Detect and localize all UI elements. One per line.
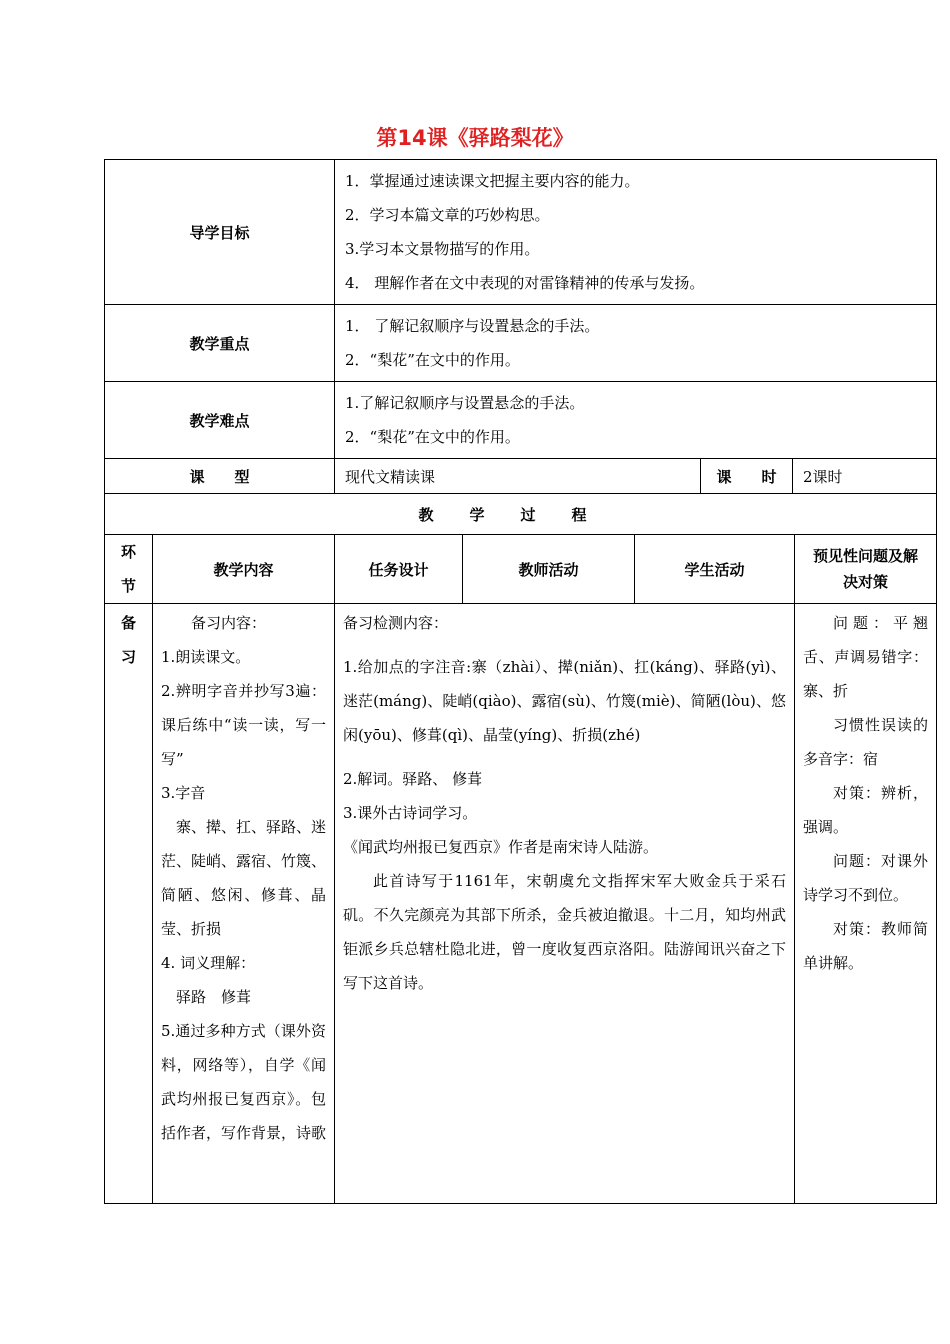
course-type-value: 现代文精读课 xyxy=(335,459,701,494)
objective-item: 3.学习本文景物描写的作用。 xyxy=(345,240,540,258)
content-line: 2.辨明字音并抄写3遍：课后练中“读一读，写一写” xyxy=(161,682,326,768)
col-student-header: 学生活动 xyxy=(635,535,795,604)
content-cell xyxy=(153,604,335,1204)
col-content-header: 教学内容 xyxy=(153,535,335,604)
difficulties-content xyxy=(335,382,937,459)
content-line: 3.字音 xyxy=(161,784,206,802)
objective-item: 2．学习本篇文章的巧妙构思。 xyxy=(345,206,550,224)
difficulties-label: 教学难点 xyxy=(105,382,335,459)
col-stage-header: 环 节 xyxy=(105,535,153,604)
key-points-content xyxy=(335,305,937,382)
difficulty-item: 2．“梨花”在文中的作用。 xyxy=(345,428,520,446)
check-line: 备习检测内容： xyxy=(343,614,449,632)
lesson-plan-table xyxy=(104,159,937,535)
key-point-item: 2．“梨花”在文中的作用。 xyxy=(345,351,520,369)
check-line: 2.解词。驿路、 修葺 xyxy=(343,770,483,788)
objectives-content xyxy=(335,160,937,305)
process-banner-row xyxy=(105,494,937,535)
objectives-label: 导学目标 xyxy=(105,160,335,305)
content-line: 寨、撵、扛、驿路、迷茫、陡峭、露宿、竹篾、简陋、悠闲、修葺、晶莹、折损 xyxy=(161,818,327,938)
key-points-label: 教学重点 xyxy=(105,305,335,382)
difficulty-item: 1.了解记叙顺序与设置悬念的手法。 xyxy=(345,394,585,412)
issues-cell xyxy=(795,604,937,1204)
issue-line: 问题：平翘舌、声调易错字：寨、折 xyxy=(803,614,928,700)
key-point-item: 1． 了解记叙顺序与设置悬念的手法。 xyxy=(345,317,600,335)
course-info-row xyxy=(105,459,937,494)
objectives-row xyxy=(105,160,937,305)
preview-stage-row xyxy=(105,604,937,1204)
check-line: 《闻武均州报已复西京》作者是南宋诗人陆游。 xyxy=(343,838,659,856)
check-line: 1.给加点的字注音:寨（zhài）、撵(niǎn)、扛(káng)、驿路(yì)、迷茫(máng)、陡峭(qiào)、露宿(sù)、竹篾(miè)、简陋(lòu)、悠闲(yōu)、修葺(qì)、晶莹(yíng)、折损(zhé) xyxy=(343,658,786,744)
process-header-row xyxy=(105,535,937,604)
key-points-row xyxy=(105,305,937,382)
content-line: 1.朗读课文。 xyxy=(161,648,251,666)
difficulties-row xyxy=(105,382,937,459)
issue-line: 问题：对课外诗学习不到位。 xyxy=(803,852,928,904)
page-title: 第14课《驿路梨花》 xyxy=(376,126,574,150)
check-line: 此首诗写于1161年，宋朝虞允文指挥宋军大败金兵于采石矶。不久完颜亮为其部下所杀，金兵被迫撤退。十二月，知均州武钜派乡兵总辖杜隐北进，曾一度收复西京洛阳。陆游闻讯兴奋之下写下这首诗。 xyxy=(343,872,786,992)
objective-item: 1．掌握通过速读课文把握主要内容的能力。 xyxy=(345,172,640,190)
issue-line: 习惯性误读的多音字：宿 xyxy=(803,716,928,768)
check-line: 3.课外古诗词学习。 xyxy=(343,804,478,822)
course-type-label: 课 型 xyxy=(105,459,335,494)
content-line: 5.通过多种方式（课外资料，网络等），自学《闻武均州报已复西京》。包括作者，写作背景，诗歌 xyxy=(161,1022,327,1142)
course-hours-label: 课 时 xyxy=(701,459,793,494)
col-teacher-header: 教师活动 xyxy=(463,535,635,604)
stage-name: 备 习 xyxy=(105,604,153,1204)
content-line: 驿路 修葺 xyxy=(176,988,252,1006)
issue-line: 对策：教师简单讲解。 xyxy=(803,920,928,972)
col-task-header: 任务设计 xyxy=(335,535,463,604)
objective-item: 4． 理解作者在文中表现的对雷锋精神的传承与发扬。 xyxy=(345,274,705,292)
col-issues-header: 预见性问题及解 决对策 xyxy=(795,535,937,604)
process-banner: 教学过程 xyxy=(105,494,937,535)
issue-line: 对策：辨析，强调。 xyxy=(803,784,928,836)
process-table xyxy=(104,534,937,1204)
course-hours-value: 2课时 xyxy=(793,459,937,494)
content-line: 4. 词义理解： xyxy=(161,954,256,972)
lesson-plan-document xyxy=(104,159,936,1204)
task-teacher-student-cell xyxy=(335,604,795,1204)
content-line: 备习内容： xyxy=(191,614,267,632)
